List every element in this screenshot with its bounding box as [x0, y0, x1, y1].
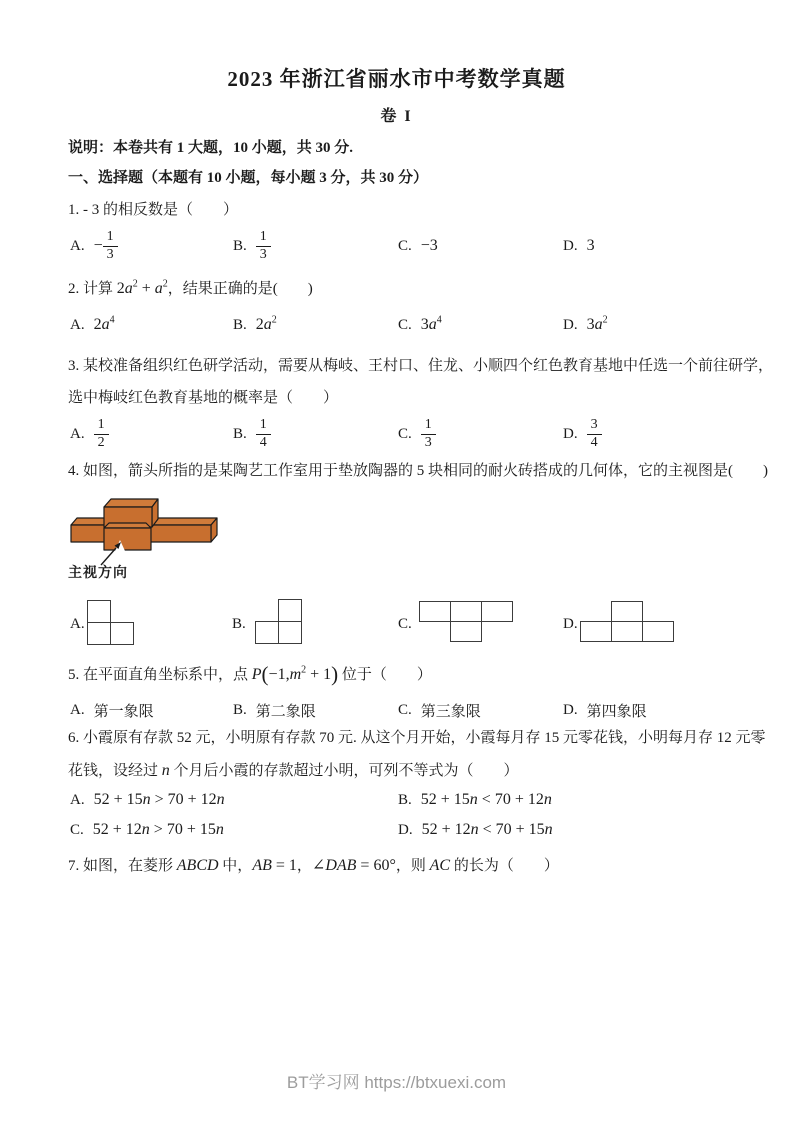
- option-label: D.: [563, 702, 578, 718]
- option-label: B.: [233, 702, 247, 718]
- question-4-option-c-label: C.: [398, 616, 412, 632]
- page-title: 2023 年浙江省丽水市中考数学真题: [227, 67, 566, 91]
- watermark: [0, 1068, 793, 1093]
- question-6-option-d: [398, 821, 553, 839]
- question-1-option-a: [70, 225, 118, 267]
- question-1-option-c: [398, 225, 438, 267]
- question-2-stem: 2. 计算 $2a^2 + a^2$，结果正确的是( ): [68, 278, 313, 297]
- question-4-stem: 4. 如图，箭头所指的是某陶艺工作室用于垫放陶器的 5 块相同的耐火砖搭成的几何体，它的主视图是( ): [68, 463, 768, 479]
- question-4-option-b-label: B.: [232, 616, 246, 632]
- option-label: B.: [398, 791, 412, 808]
- front-brick: [104, 523, 151, 550]
- option-label: A.: [70, 702, 85, 718]
- question-6-option-c: [70, 821, 224, 839]
- option-label: A.: [70, 425, 85, 442]
- option-label: C.: [398, 425, 412, 442]
- option-value: 3: [586, 237, 595, 254]
- option-value: $\frac{3}{4}$: [587, 418, 602, 450]
- question-7-stem: 7. 如图，在菱形 ABCD 中，AB = 1，∠DAB = 60°，则 AC 的长为（ ）: [68, 857, 559, 874]
- question-6-stem-line2: 花钱，设经过 n 个月后小霞的存款超过小明，可列不等式为（ ）: [68, 762, 519, 779]
- option-value: 第四象限: [586, 704, 647, 720]
- watermark-text: BT学习网 https://btxuexi.com: [286, 1073, 507, 1092]
- question-4-option-a-label: A.: [70, 616, 85, 632]
- option-label: C.: [398, 237, 412, 254]
- option-value: 第二象限: [255, 704, 316, 720]
- option-value: $3a^2$: [586, 314, 608, 333]
- option-label: B.: [233, 316, 247, 333]
- option-label: D.: [563, 237, 578, 254]
- option-value: 52 + 12n > 70 + 15n: [92, 821, 224, 838]
- option-value: 52 + 15n < 70 + 12n: [420, 791, 552, 808]
- question-5-option-d: [563, 700, 647, 721]
- option-value: 第三象限: [420, 704, 481, 720]
- option-value: −3: [420, 237, 438, 254]
- option-value: $2a^2$: [255, 314, 277, 333]
- exam-note: 说明：本卷共有 1 大题，10 小题，共 30 分.: [68, 140, 354, 156]
- option-label: A.: [70, 316, 85, 333]
- question-3-option-c: [398, 413, 436, 455]
- question-3-option-d: [563, 413, 602, 455]
- question-1-option-d: [563, 225, 595, 267]
- question-3-option-b: [233, 413, 271, 455]
- option-label: C.: [70, 821, 84, 838]
- brick-stack: [71, 499, 217, 550]
- option-value: $2a^4$: [93, 314, 115, 333]
- question-3-stem-line1: 3. 某校准备组织红色研学活动，需要从梅岐、王村口、住龙、小顺四个红色教育基地中任选一个前往研学，: [68, 358, 774, 374]
- question-3-option-a: [70, 413, 109, 455]
- option-label: D.: [398, 821, 413, 838]
- question-5-option-a: [70, 700, 154, 721]
- option-label: C.: [398, 702, 412, 718]
- option-value: $\frac{1}{3}$: [256, 230, 271, 262]
- view-direction-label: 主视方向: [68, 566, 128, 581]
- question-2-option-c: [398, 316, 442, 334]
- option-value: 52 + 15n > 70 + 12n: [93, 791, 225, 808]
- question-4-option-d-label: D.: [563, 616, 578, 632]
- option-value: $\frac{1}{3}$: [421, 418, 436, 450]
- question-1-option-b: [233, 225, 271, 267]
- question-1-stem: 1. - 3 的相反数是（ ）: [68, 202, 238, 218]
- option-label: A.: [70, 791, 85, 808]
- option-value: $\frac{1}{2}$: [94, 418, 109, 450]
- option-value: 第一象限: [93, 704, 154, 720]
- volume-heading: 卷 I: [380, 108, 413, 125]
- section-heading: 一、选择题（本题有 10 小题，每小题 3 分，共 30 分）: [68, 170, 429, 186]
- question-2-option-d: [563, 316, 608, 334]
- question-6-stem-line1: 6. 小霞原有存款 52 元，小明原有存款 70 元. 从这个月开始，小霞每月存 15 元零花钱，小明每月存 12 元零: [68, 730, 766, 746]
- option-value: $3a^4$: [420, 314, 442, 333]
- question-6-option-a: [70, 791, 225, 809]
- option-value: $\frac{1}{4}$: [256, 418, 271, 450]
- option-label: D.: [563, 425, 578, 442]
- question-5-option-c: [398, 700, 481, 721]
- option-value: − $\frac{1}{3}$: [94, 230, 118, 262]
- brick-figure: [68, 494, 298, 586]
- question-2-option-a: [70, 316, 115, 334]
- option-label: D.: [563, 316, 578, 333]
- option-label: B.: [233, 237, 247, 254]
- question-6-option-b: [398, 791, 552, 809]
- question-2-option-b: [233, 316, 277, 334]
- question-5-stem: 5. 在平面直角坐标系中，点 $P(-1,m^2 + 1)$ 位于（ ）: [68, 662, 432, 686]
- question-3-stem-line2: 选中梅岐红色教育基地的概率是（ ）: [68, 390, 339, 406]
- option-label: B.: [233, 425, 247, 442]
- question-5-option-b: [233, 700, 316, 721]
- option-label: A.: [70, 237, 85, 254]
- option-value: 52 + 12n < 70 + 15n: [421, 821, 553, 838]
- option-label: C.: [398, 316, 412, 333]
